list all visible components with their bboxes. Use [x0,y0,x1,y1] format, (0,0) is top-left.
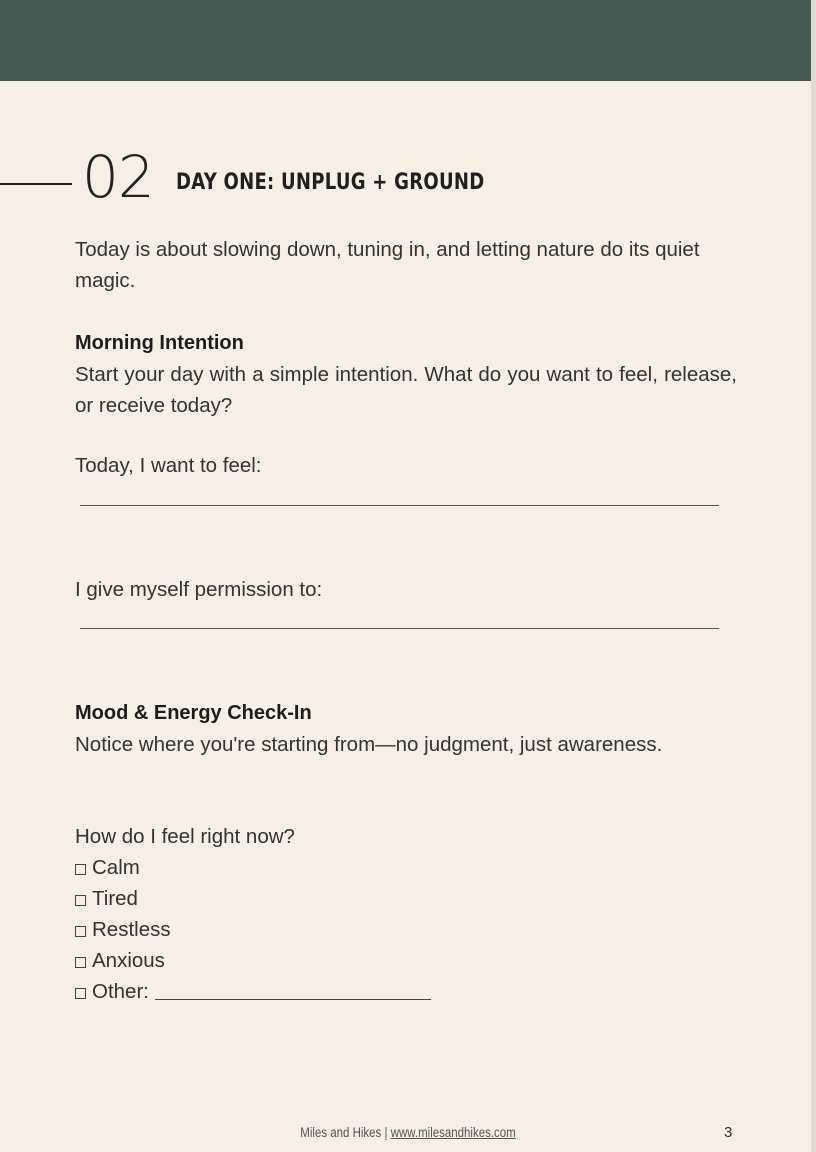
section-title: DAY ONE: UNPLUG + GROUND [176,170,485,195]
answer-line-other[interactable] [155,999,431,1000]
prompt-permission: I give myself permission to: [75,578,323,601]
option-restless[interactable]: Restless [75,914,431,945]
option-other[interactable]: Other: [75,976,431,1007]
footer [61,1123,755,1143]
checkbox-icon[interactable] [75,926,86,937]
option-anxious[interactable]: Anxious [75,945,431,976]
header-rule [0,183,72,185]
header-band [0,0,816,81]
prompt-feel: Today, I want to feel: [75,454,262,477]
answer-line-permission[interactable] [80,628,719,629]
footer-separator: | [384,1125,388,1140]
mood-options [75,852,431,1007]
mood-text: Notice where you're starting from—no judgment, just awareness. [75,733,663,756]
morning-intention-text: Start your day with a simple intention. What do you want to feel, release, or receive today? [75,363,737,417]
morning-intention-heading: Morning Intention [75,332,244,354]
checkbox-icon[interactable] [75,864,86,875]
page-edge [811,0,816,1152]
option-calm[interactable]: Calm [75,852,431,883]
mood-heading: Mood & Energy Check-In [75,702,312,724]
page-number: 3 [724,1124,733,1141]
option-tired[interactable]: Tired [75,883,431,914]
intro-text: Today is about slowing down, tuning in, and letting nature do its quiet magic. [75,238,700,292]
checkbox-icon[interactable] [75,957,86,968]
footer-brand: Miles and Hikes [300,1125,382,1140]
mood-question: How do I feel right now? [75,825,295,848]
checkbox-icon[interactable] [75,895,86,906]
answer-line-feel[interactable] [80,505,719,506]
section-number: 02 [82,143,154,211]
footer-link[interactable]: www.milesandhikes.com [390,1125,516,1140]
checkbox-icon[interactable] [75,988,86,999]
